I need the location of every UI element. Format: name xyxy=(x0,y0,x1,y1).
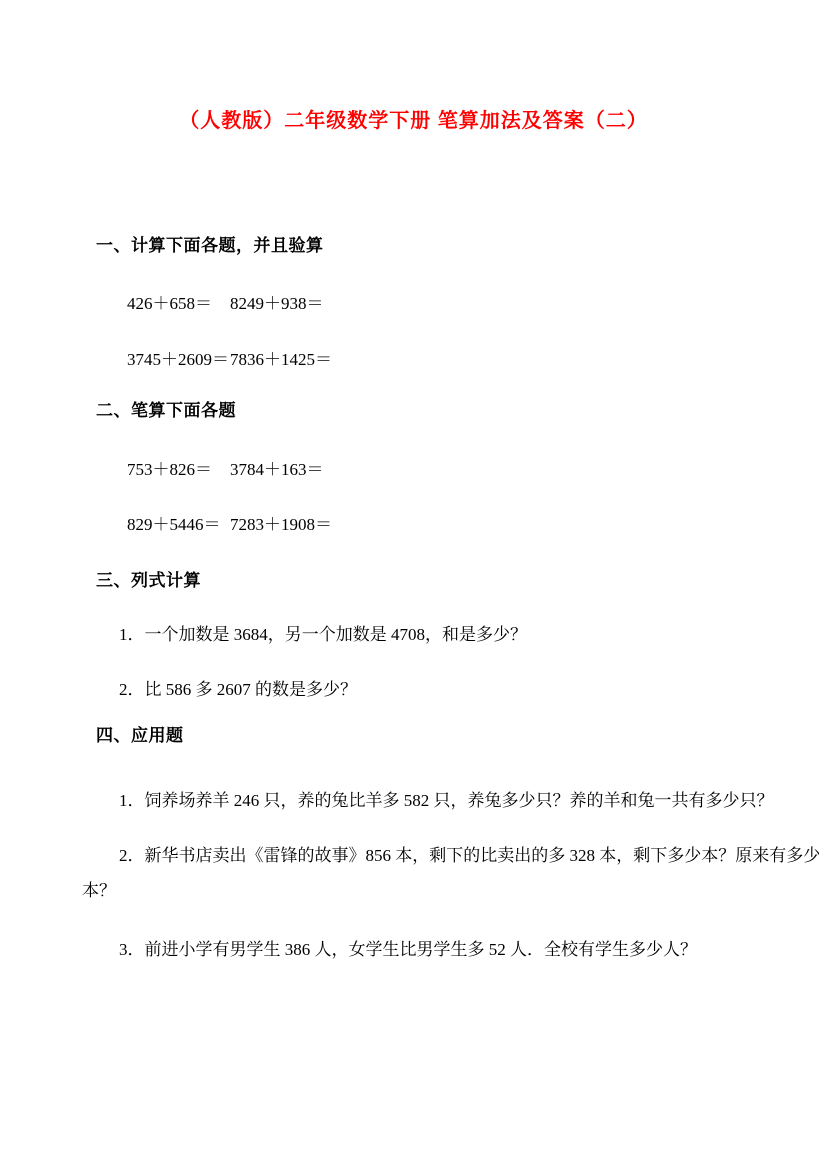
problem-item: 3．前进小学有男学生 386 人，女学生比男学生多 52 人．全校有学生多少人？ xyxy=(119,940,697,959)
problem-item-line-2: 本？ xyxy=(82,881,116,900)
section-2-heading: 二、笔算下面各题 xyxy=(96,401,236,420)
section-3-heading: 三、列式计算 xyxy=(96,571,201,590)
problem-item: 1．一个加数是 3684，另一个加数是 4708，和是多少？ xyxy=(119,625,527,644)
equation: 829＋5446＝ xyxy=(127,515,221,534)
problem-item: 2．比 586 多 2607 的数是多少？ xyxy=(119,680,357,699)
equation: 3745＋2609＝ xyxy=(127,350,229,369)
problem-item: 1．饲养场养羊 246 只，养的兔比羊多 582 只，养兔多少只？养的羊和兔一共有多少只？ xyxy=(119,791,774,810)
page-title: （人教版）二年级数学下册 笔算加法及答案（二） xyxy=(179,110,648,132)
equation: 7283＋1908＝ xyxy=(230,515,332,534)
equation: 3784＋163＝ xyxy=(230,460,324,479)
equation: 7836＋1425＝ xyxy=(230,350,332,369)
problem-item-line-1: 2．新华书店卖出《雷锋的故事》856 本，剩下的比卖出的多 328 本，剩下多少本？原来有多少 xyxy=(119,846,821,865)
equation: 426＋658＝ xyxy=(127,294,212,313)
equation: 8249＋938＝ xyxy=(230,294,324,313)
section-1-heading: 一、计算下面各题，并且验算 xyxy=(96,236,324,255)
equation: 753＋826＝ xyxy=(127,460,212,479)
section-4-heading: 四、应用题 xyxy=(96,726,184,745)
